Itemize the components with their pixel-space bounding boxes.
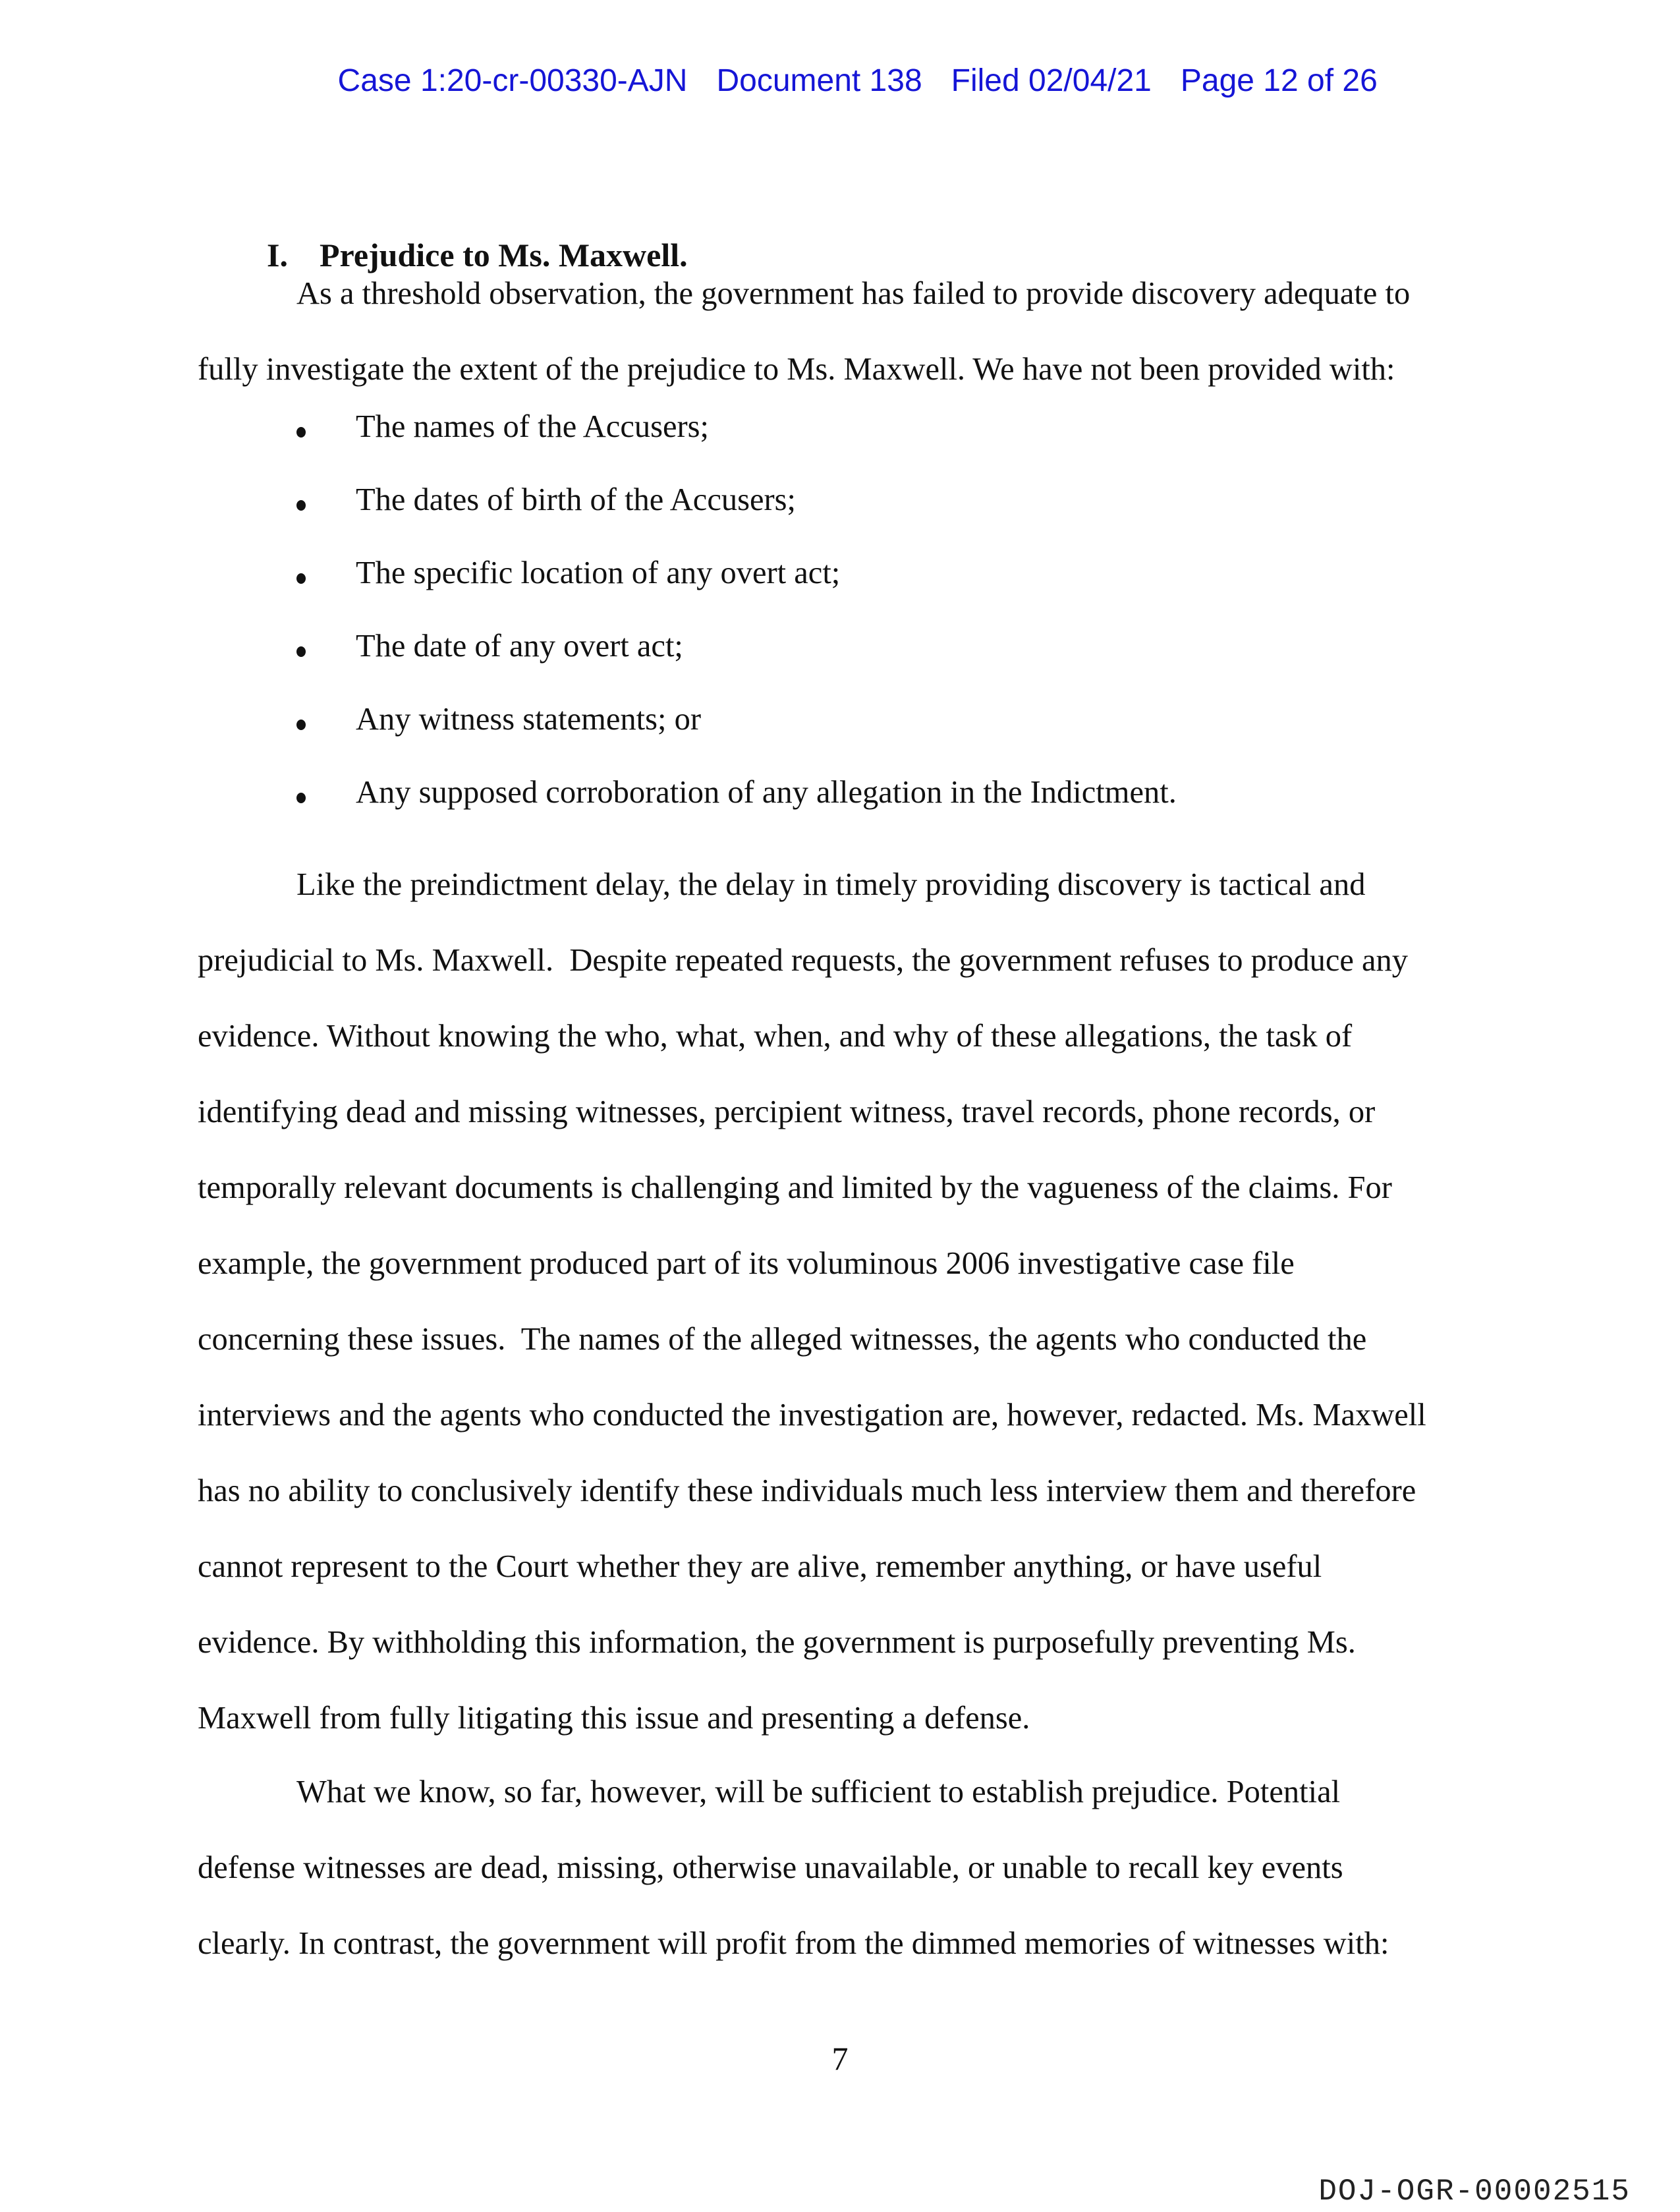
- document-number: Document 138: [716, 63, 922, 98]
- ecf-header: [0, 26, 1680, 135]
- bullet-icon: [296, 427, 306, 438]
- paragraph-line: concerning these issues. The names of the alleged witnesses, the agents who conducted the: [198, 1322, 1367, 1357]
- bullet-text: Any witness statements; or: [356, 702, 702, 737]
- paragraph-line: prejudicial to Ms. Maxwell. Despite repeated requests, the government refuses to produce any: [198, 943, 1409, 978]
- paragraph-line: As a threshold observation, the government has failed to provide discovery adequate to: [296, 276, 1411, 311]
- paragraph-line: has no ability to conclusively identify these individuals much less interview them and therefore: [198, 1473, 1416, 1508]
- paragraph-line: What we know, so far, however, will be sufficient to establish prejudice. Potential: [296, 1774, 1341, 1809]
- paragraph-line: cannot represent to the Court whether they are alive, remember anything, or have useful: [198, 1549, 1322, 1584]
- bullet-icon: [296, 646, 306, 657]
- bullet-text: The dates of birth of the Accusers;: [356, 482, 797, 517]
- bullet-icon: [296, 720, 306, 730]
- bullet-text: The date of any overt act;: [356, 629, 683, 664]
- bullet-text: Any supposed corroboration of any allegation in the Indictment.: [356, 775, 1177, 810]
- section-number: I.: [267, 237, 288, 273]
- bullet-text: The names of the Accusers;: [356, 409, 710, 444]
- bullet-icon: [296, 500, 306, 511]
- paragraph-line: interviews and the agents who conducted the investigation are, however, redacted. Ms. Maxwell: [198, 1398, 1426, 1432]
- paragraph-3: [198, 1754, 1482, 1981]
- paragraph-line: temporally relevant documents is challenging and limited by the vagueness of the claims. For: [198, 1170, 1392, 1205]
- case-number: Case 1:20-cr-00330-AJN: [337, 63, 688, 98]
- paragraph-line: evidence. Without knowing the who, what, when, and why of these allegations, the task of: [198, 1019, 1353, 1054]
- paragraph-2: [198, 847, 1482, 1756]
- paragraph-line: Like the preindictment delay, the delay in timely providing discovery is tactical and: [296, 867, 1366, 902]
- paragraph-line: example, the government produced part of its voluminous 2006 investigative case file: [198, 1246, 1295, 1281]
- section-title: Prejudice to Ms. Maxwell.: [320, 237, 688, 273]
- bullet-icon: [296, 793, 306, 803]
- filed-date: Filed 02/04/21: [951, 63, 1152, 98]
- bates-stamp: DOJ-OGR-00002515: [1318, 2174, 1631, 2209]
- bullet-text: The specific location of any overt act;: [356, 555, 841, 590]
- paragraph-line: clearly. In contrast, the government will profit from the dimmed memories of witnesses with:: [198, 1926, 1389, 1961]
- paragraph-line: identifying dead and missing witnesses, percipient witness, travel records, phone records, or: [198, 1094, 1376, 1129]
- page-number: 7: [831, 2040, 849, 2077]
- paragraph-line: Maxwell from fully litigating this issue and presenting a defense.: [198, 1701, 1030, 1736]
- paragraph-line: fully investigate the extent of the prejudice to Ms. Maxwell. We have not been provided with:: [198, 352, 1395, 387]
- paragraph-line: evidence. By withholding this information, the government is purposefully preventing Ms.: [198, 1625, 1356, 1660]
- paragraph-line: defense witnesses are dead, missing, otherwise unavailable, or unable to recall key events: [198, 1850, 1343, 1885]
- bullet-icon: [296, 573, 306, 584]
- page-count: Page 12 of 26: [1180, 63, 1378, 98]
- paragraph-1: [198, 256, 1482, 407]
